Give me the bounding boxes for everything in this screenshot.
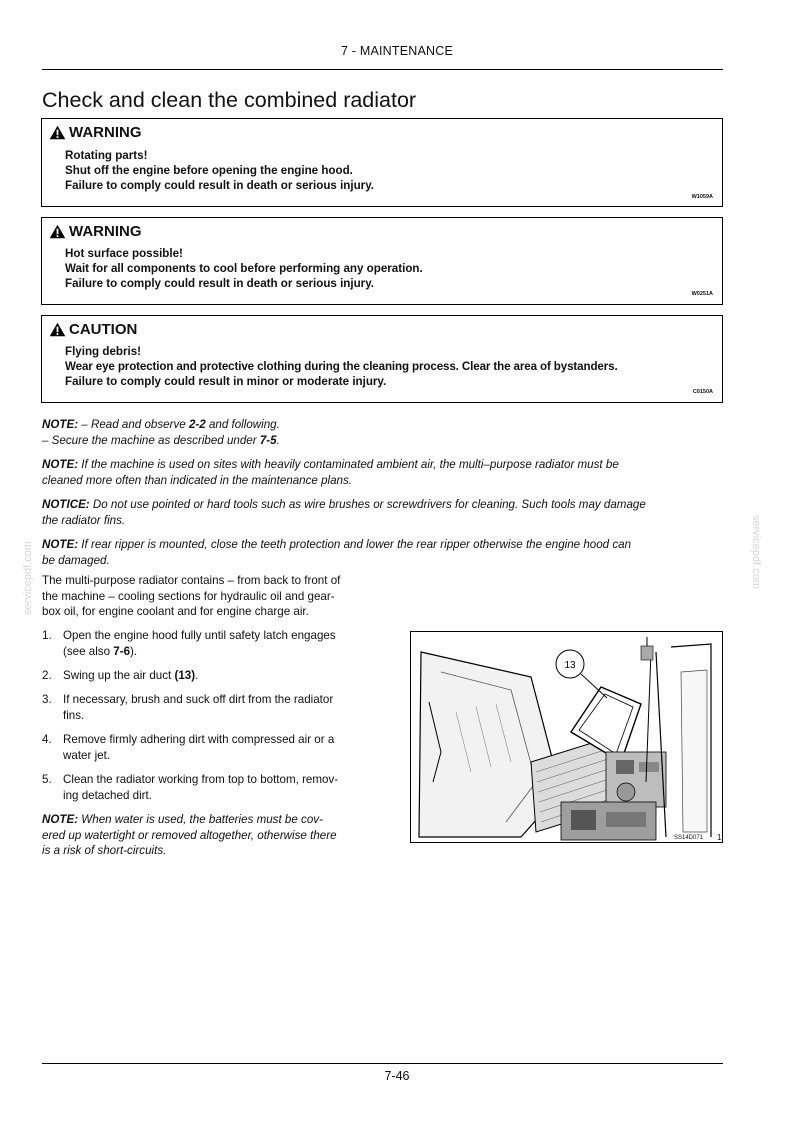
step-text: (see also <box>63 644 114 658</box>
step-text: water jet. <box>63 748 111 762</box>
step-text: ing detached dirt. <box>63 788 152 802</box>
step-text: Swing up the air duct <box>63 669 175 682</box>
radiator-illustration <box>411 632 722 842</box>
note-label: NOTE: <box>42 418 79 431</box>
warning-line: Failure to comply could result in death or serious injury. <box>65 277 375 290</box>
caution-heading <box>49 321 137 338</box>
warning-box-hot-surface <box>41 217 723 305</box>
warning-code: W0251A <box>691 291 713 297</box>
note-label: NOTE: <box>42 813 79 826</box>
notice-label: NOTICE: <box>42 498 90 511</box>
figure-callout-13: 13 <box>564 660 576 671</box>
step-text: Open the engine hood fully until safety latch engages <box>63 629 336 642</box>
warning-line: Rotating parts! <box>65 149 148 162</box>
warning-triangle-icon <box>49 125 66 140</box>
footer-rule <box>42 1063 723 1064</box>
warning-heading <box>49 223 142 240</box>
watermark-right: servicepdf.com <box>750 515 762 589</box>
warning-triangle-icon <box>49 224 66 239</box>
note-label: NOTE: <box>42 458 79 471</box>
caution-label: CAUTION <box>69 321 138 338</box>
note-text: If the machine is used on sites with heavily contaminated ambient air, the multi–purpose radiator must be <box>78 458 619 471</box>
note-text: cleaned more often than indicated in the maintenance plans. <box>42 473 353 487</box>
note-text: When water is used, the batteries must be cov- <box>78 813 323 826</box>
notice-text: Do not use pointed or hard tools such as wire brushes or screwdrivers for cleaning. Such tools may damage <box>89 498 646 511</box>
header-rule <box>42 69 723 70</box>
warning-heading <box>49 124 142 141</box>
note-label: NOTE: <box>42 538 79 551</box>
step-number: 1. <box>42 629 52 642</box>
step-text: If necessary, brush and suck off dirt from the radiator <box>63 693 334 706</box>
note-text: ered up watertight or removed altogether, otherwise there <box>42 828 337 842</box>
warning-line: Failure to comply could result in death or serious injury. <box>65 179 375 192</box>
warning-line: Hot surface possible! <box>65 247 183 260</box>
watermark-left: servicepdf.com <box>22 541 34 615</box>
radiator-figure <box>410 631 723 843</box>
step-text: Remove firmly adhering dirt with compressed air or a <box>63 733 335 746</box>
notice-text: the radiator fins. <box>42 513 126 527</box>
figure-number: 1 <box>717 833 722 842</box>
warning-line: Wait for all components to cool before performing any operation. <box>65 262 423 275</box>
caution-line: Failure to comply could result in minor or moderate injury. <box>65 375 387 388</box>
cross-reference: 2-2 <box>188 418 206 431</box>
step-number: 5. <box>42 773 52 786</box>
note-text: is a risk of short-circuits. <box>42 844 167 857</box>
note-text: – Secure the machine as described under <box>42 433 260 447</box>
note-text: If rear ripper is mounted, close the teeth protection and lower the rear ripper otherwise the engine hood can <box>78 538 632 551</box>
cross-reference: 7-5 <box>259 433 277 447</box>
note-contaminated-air <box>42 457 724 488</box>
caution-triangle-icon <box>49 322 66 337</box>
step-text: Clean the radiator working from top to bottom, remov- <box>63 773 339 786</box>
warning-code: W1059A <box>691 194 713 200</box>
paragraph-line: the machine – cooling sections for hydraulic oil and gear- <box>42 589 335 603</box>
caution-box-flying-debris <box>41 315 723 403</box>
warning-line: Shut off the engine before opening the engine hood. <box>65 164 353 177</box>
caution-line: Wear eye protection and protective clothing during the cleaning process. Clear the area of bystanders. <box>65 360 618 373</box>
figure-code: SS14D071 <box>674 835 704 841</box>
cross-reference: 7-6 <box>113 644 131 658</box>
step-number: 2. <box>42 669 52 682</box>
step-text: ). <box>130 644 138 658</box>
paragraph-line: box oil, for engine coolant and for engine charge air. <box>42 605 309 618</box>
step-number: 3. <box>42 693 52 706</box>
warning-label: WARNING <box>69 124 142 141</box>
warning-box-rotating-parts <box>41 118 723 207</box>
note-rear-ripper <box>42 537 724 568</box>
note-text: – Read and observe <box>78 418 189 431</box>
paragraph-line: The multi-purpose radiator contains – from back to front of <box>42 574 341 587</box>
section-header-title: 7 - MAINTENANCE <box>340 44 454 58</box>
page-title: Check and clean the combined radiator <box>42 88 417 112</box>
step-text: fins. <box>63 708 85 722</box>
step-text: . <box>195 669 199 682</box>
caution-code: C0150A <box>692 389 713 395</box>
notice-no-hard-tools <box>42 497 724 528</box>
warning-label: WARNING <box>69 223 142 240</box>
note-water-batteries <box>42 812 384 859</box>
radiator-intro-paragraph <box>42 573 384 620</box>
caution-line: Flying debris! <box>65 345 142 358</box>
callout-reference: (13) <box>174 669 196 682</box>
note-read-and-secure <box>42 417 724 448</box>
note-text: and following. <box>205 418 280 431</box>
note-text: be damaged. <box>42 553 110 567</box>
step-number: 4. <box>42 733 52 746</box>
note-text: . <box>276 433 280 447</box>
page-number: 7-46 <box>384 1069 410 1083</box>
